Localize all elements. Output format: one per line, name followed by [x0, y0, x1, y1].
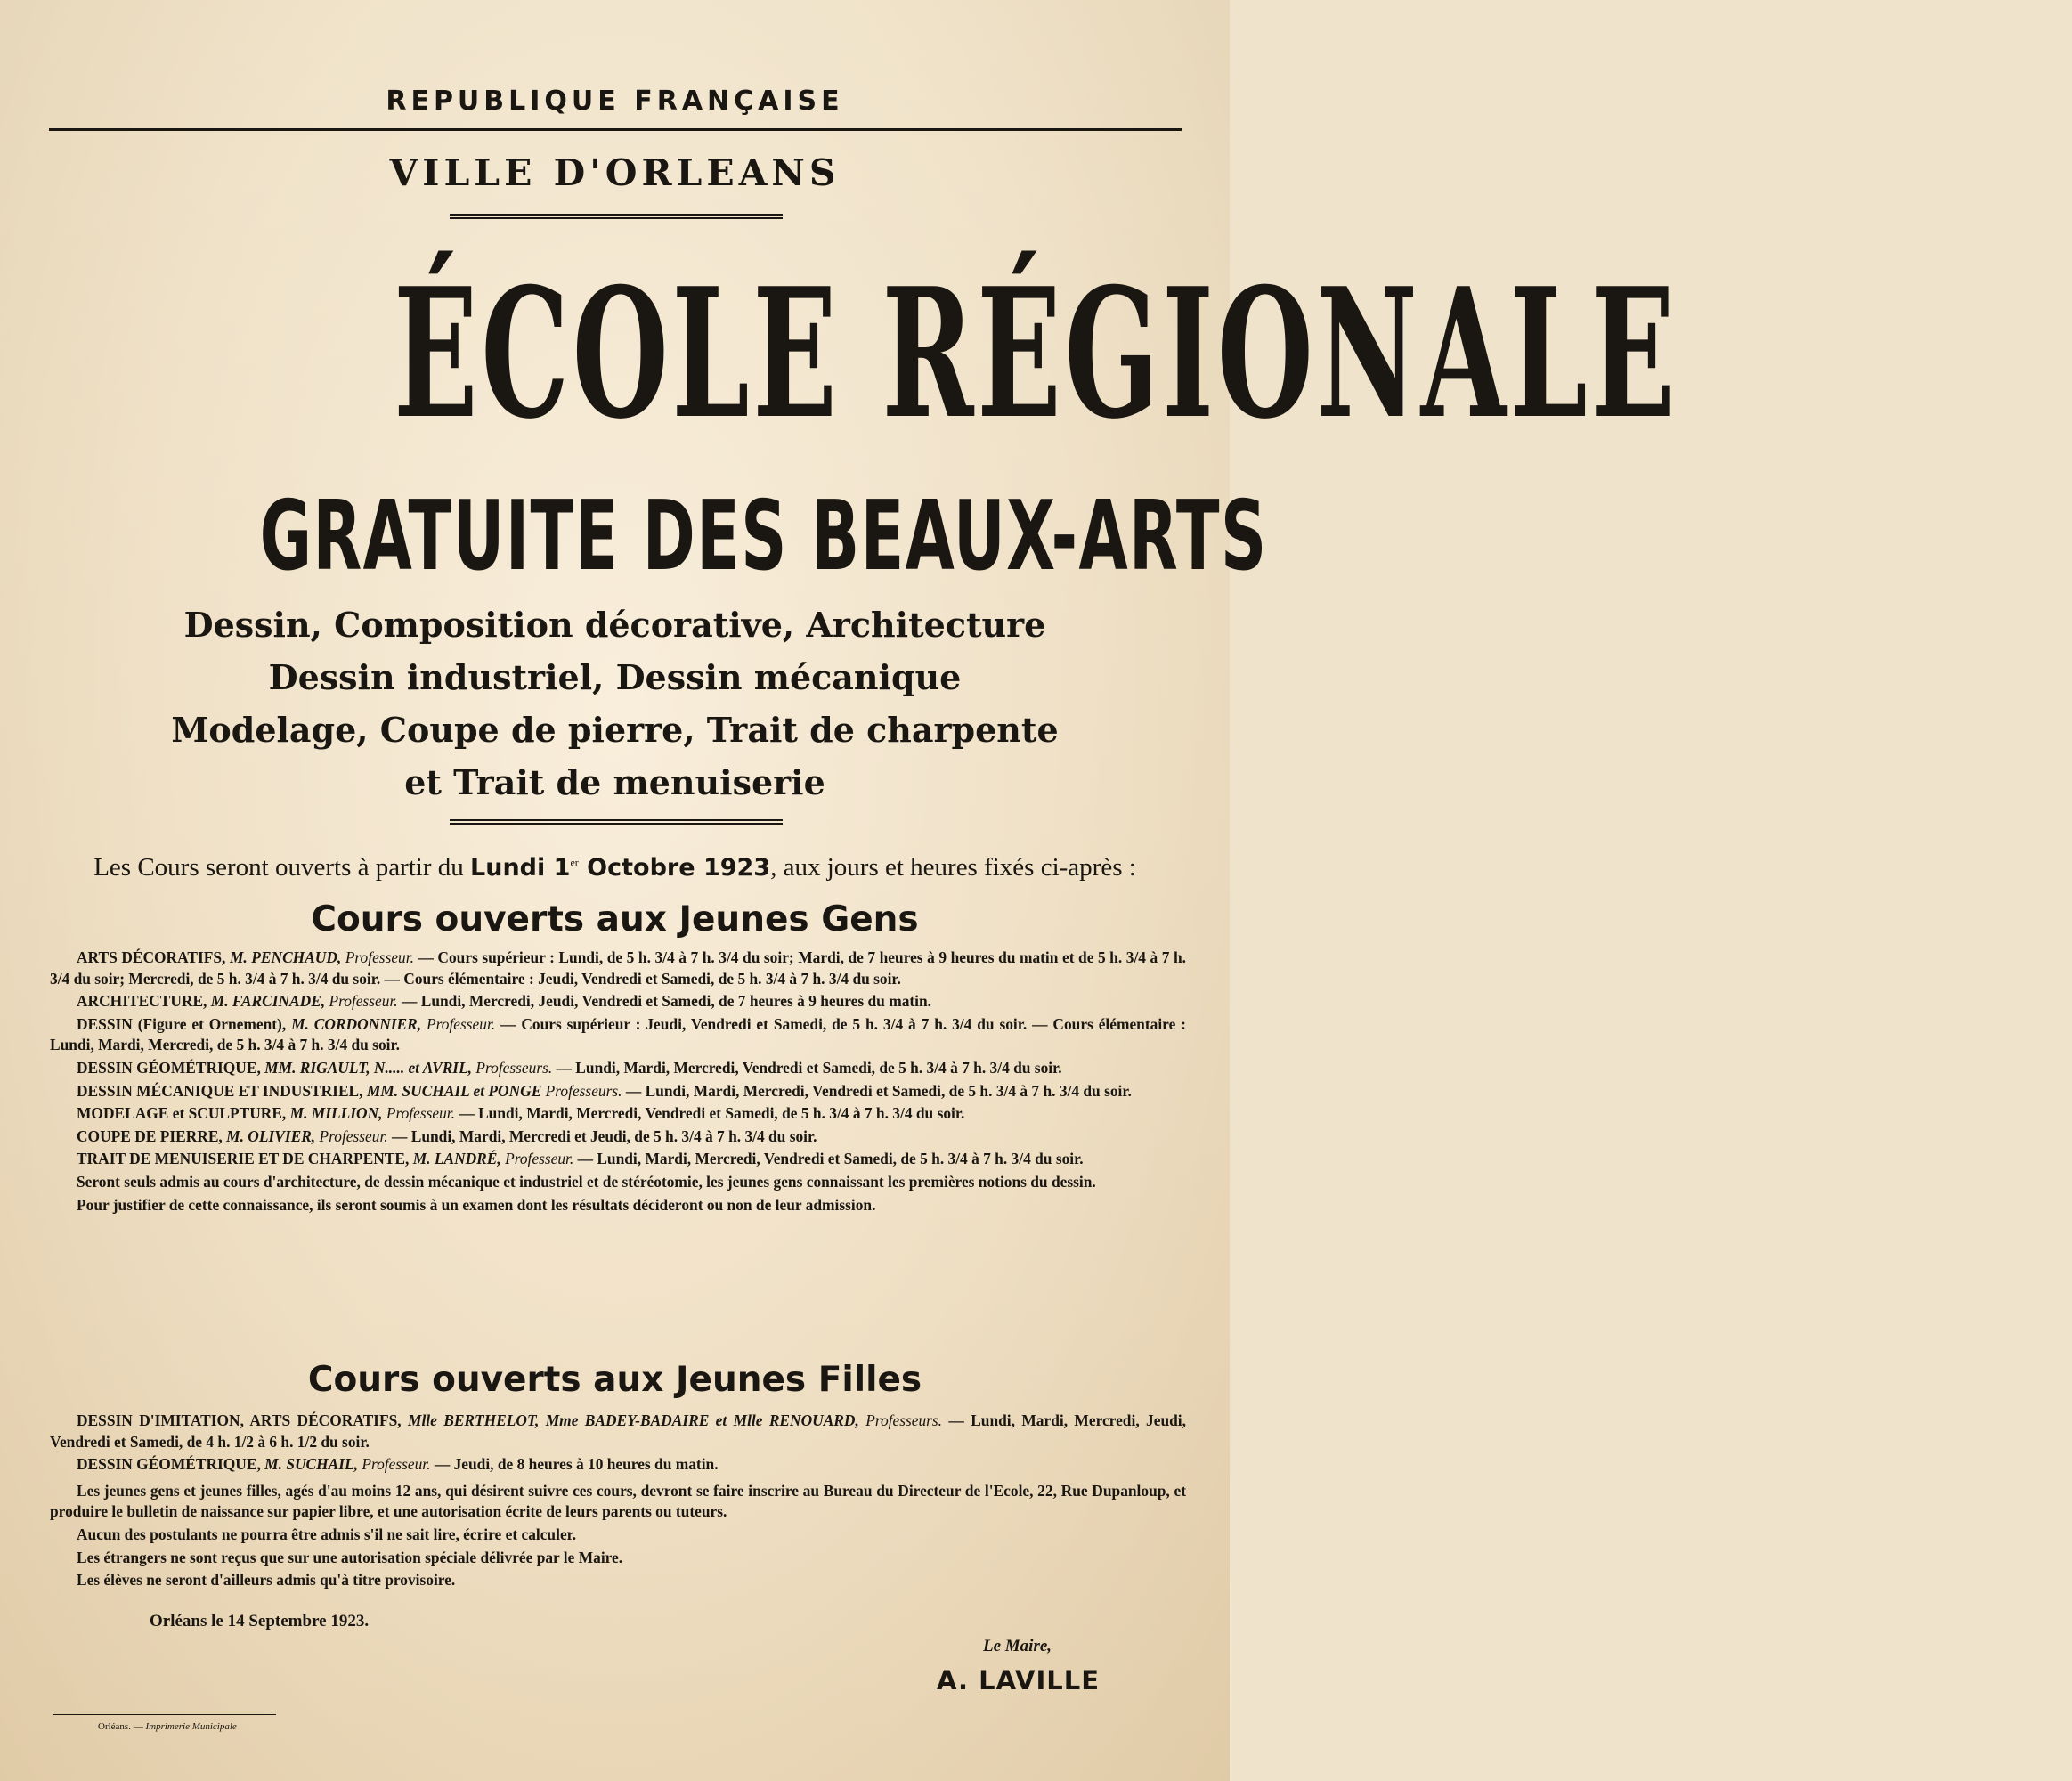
- title-main: ÉCOLE RÉGIONALE: [394, 249, 1678, 459]
- course-entry: COUPE DE PIERRE, M. OLIVIER, Professeur. — Lundi, Mardi, Mercredi et Jeudi, de 5 h. 3/4 à 7 h. 3/4 du soir.: [77, 1126, 817, 1145]
- section-boys-body: [50, 947, 1186, 1217]
- maire-title: Le Maire,: [983, 1637, 1052, 1655]
- note-paragraph: Pour justifier de cette connaissance, ils seront soumis à un examen dont les résultats décideront ou non de leur admission.: [77, 1195, 876, 1214]
- ville-heading: VILLE D'ORLEANS: [389, 151, 841, 194]
- intro-date-2: Octobre 1923: [578, 854, 771, 882]
- course-entry: DESSIN GÉOMÉTRIQUE, M. SUCHAIL, Professeur. — Jeudi, de 8 heures à 10 heures du matin.: [77, 1455, 719, 1474]
- intro-line: [0, 853, 1230, 882]
- note-paragraph: Aucun des postulants ne pourra être admis s'il ne sait lire, écrire et calculer.: [77, 1525, 577, 1543]
- section-boys-title: Cours ouverts aux Jeunes Gens: [311, 899, 919, 939]
- printer-rule: [53, 1714, 276, 1715]
- course-entry: DESSIN D'IMITATION, ARTS DÉCORATIFS, Mlle BERTHELOT, Mme BADEY-BADAIRE et Mlle RENOUARD, Professeurs. — Lundi, Mardi, Mercredi, Jeudi, Vendredi et Samedi, de 4 h. 1/2 à 6 h. 1/2 du soir.: [50, 1411, 1186, 1451]
- printer-credit: Orléans. — Imprimerie Municipale: [98, 1721, 237, 1732]
- top-rule: [49, 128, 1182, 131]
- republique-heading: REPUBLIQUE FRANÇAISE: [386, 85, 844, 117]
- section-girls-body: [50, 1411, 1186, 1593]
- subject-line: Modelage, Coupe de pierre, Trait de charpente: [171, 710, 1059, 750]
- intro-before: Les Cours seront ouverts à partir du: [93, 853, 471, 882]
- note-paragraph: Les jeunes gens et jeunes filles, agés d'au moins 12 ans, qui désirent suivre ces cours, devront se faire inscrire au Bureau du Directeur de l'Ecole, 22, Rue Dupanloup, et produire le bulletin de naissance sur papier libre, et une autorisation écrite de leurs parents ou tuteurs.: [50, 1481, 1186, 1521]
- subject-line: et Trait de menuiserie: [404, 762, 825, 802]
- course-entry: DESSIN MÉCANIQUE ET INDUSTRIEL, MM. SUCHAIL et PONGE Professeurs. — Lundi, Mardi, Mercredi, Vendredi et Samedi, de 5 h. 3/4 à 7 h. 3/4 du soir.: [77, 1081, 1132, 1100]
- maire-name: A. LAVILLE: [937, 1665, 1101, 1696]
- course-entry: ARTS DÉCORATIFS, M. PENCHAUD, Professeur. — Cours supérieur : Lundi, de 5 h. 3/4 à 7 h. 3/4 du soir; Mardi, de 7 heures à 9 heures du matin et de 5 h. 3/4 à 7 h. 3/4 du soir; Mercredi, de 5 h. 3/4 à 7 h. 3/4 du soir. — Cours élémentaire : Jeudi, Vendredi et Samedi, de 5 h. 3/4 à 7 h. 3/4 du soir.: [50, 948, 1186, 988]
- intro-sup: er: [570, 856, 579, 869]
- subject-line: Dessin industriel, Dessin mécanique: [268, 657, 962, 697]
- title-main-wrap: [0, 248, 1678, 461]
- intro-after: , aux jours et heures fixés ci-après :: [770, 853, 1136, 882]
- course-entry: TRAIT DE MENUISERIE ET DE CHARPENTE, M. LANDRÉ, Professeur. — Lundi, Mardi, Mercredi, Vendredi et Samedi, de 5 h. 3/4 à 7 h. 3/4 du soir.: [77, 1150, 1084, 1168]
- section-girls-title: Cours ouverts aux Jeunes Filles: [307, 1360, 922, 1400]
- title-sub: GRATUITE DES BEAUX-ARTS: [259, 481, 1268, 592]
- divider-rule-2: [450, 819, 783, 825]
- course-entry: ARCHITECTURE, M. FARCINADE, Professeur. — Lundi, Mercredi, Jeudi, Vendredi et Samedi, de 7 heures à 9 heures du matin.: [77, 992, 932, 1011]
- title-sub-wrap: [0, 481, 1268, 592]
- note-paragraph: Les élèves ne seront d'ailleurs admis qu'à titre provisoire.: [77, 1571, 456, 1590]
- divider-rule-1: [450, 214, 783, 219]
- subject-line: Dessin, Composition décorative, Architecture: [183, 605, 1046, 645]
- intro-date: Lundi 1: [470, 854, 571, 882]
- course-entry: DESSIN GÉOMÉTRIQUE, MM. RIGAULT, N..... et AVRIL, Professeurs. — Lundi, Mardi, Mercredi, Vendredi et Samedi, de 5 h. 3/4 à 7 h. 3/4 du soir.: [77, 1058, 1062, 1077]
- course-entry: DESSIN (Figure et Ornement), M. CORDONNIER, Professeur. — Cours supérieur : Jeudi, Vendredi et Samedi, de 5 h. 3/4 à 7 h. 3/4 du soir. — Cours élémentaire : Lundi, Mardi, Mercredi, de 5 h. 3/4 à 7 h. 3/4 du soir.: [50, 1014, 1186, 1054]
- course-entry: MODELAGE et SCULPTURE, M. MILLION, Professeur. — Lundi, Mardi, Mercredi, Vendredi et Samedi, de 5 h. 3/4 à 7 h. 3/4 du soir.: [77, 1104, 965, 1123]
- signing-date: Orléans le 14 Septembre 1923.: [150, 1612, 370, 1631]
- note-paragraph: Seront seuls admis au cours d'architecture, de dessin mécanique et industriel et de stéréotomie, les jeunes gens connaissant les premières notions du dessin.: [77, 1172, 1096, 1191]
- subjects-list: [0, 598, 1230, 809]
- note-paragraph: Les étrangers ne sont reçus que sur une autorisation spéciale délivrée par le Maire.: [77, 1548, 623, 1566]
